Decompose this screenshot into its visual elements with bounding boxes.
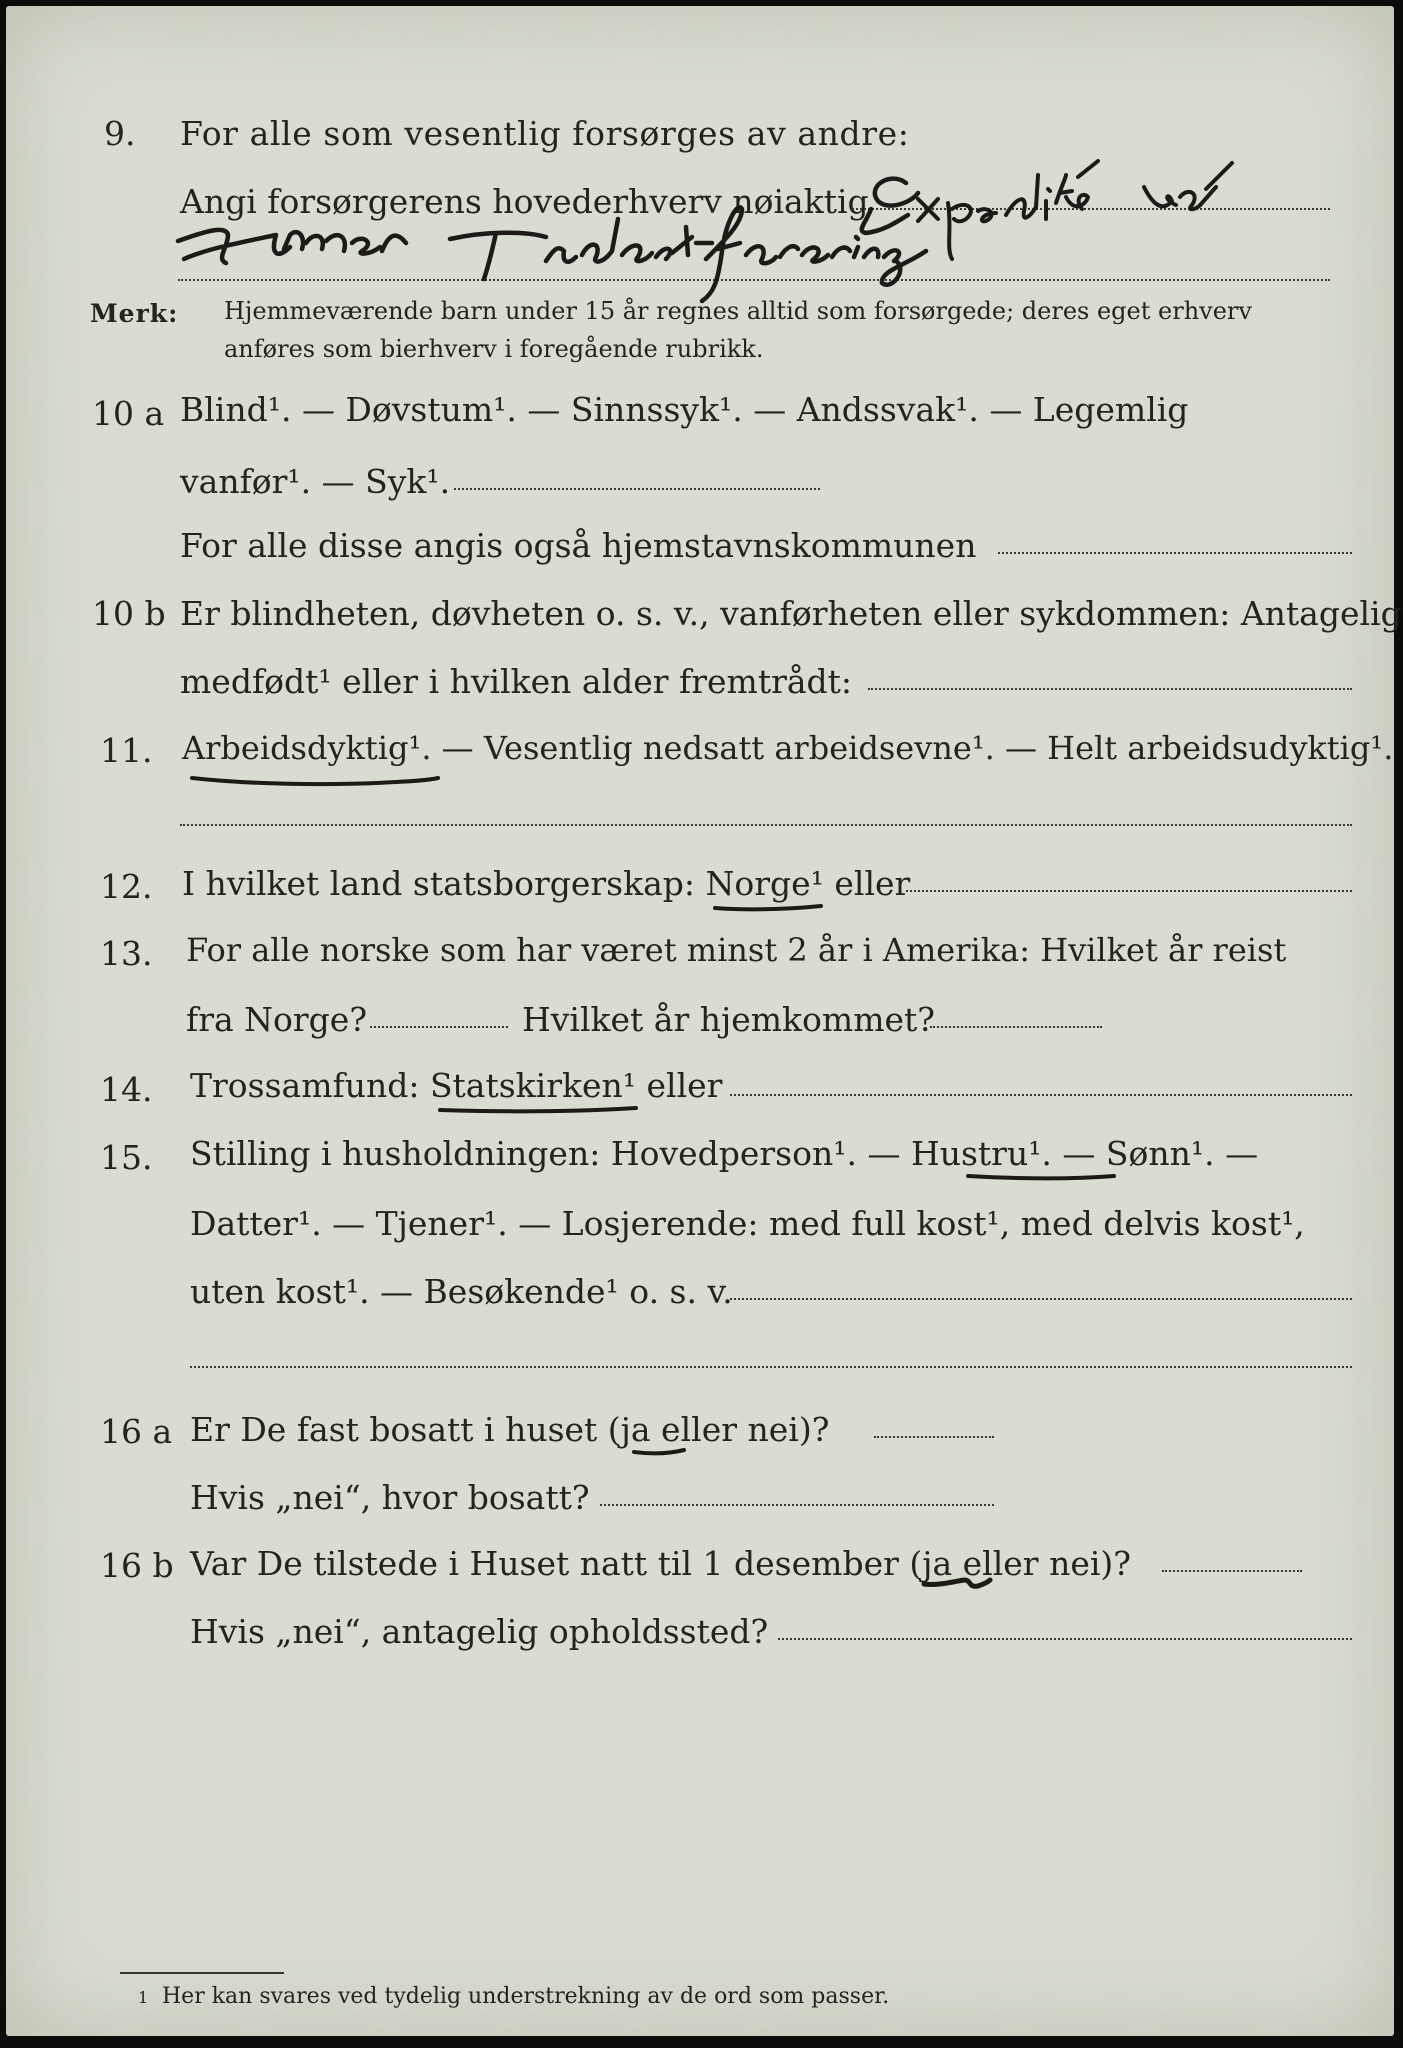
q16b-underline-mark xyxy=(918,1568,998,1598)
q10b-line2: medfødt¹ eller i hvilken alder fremtrådt: xyxy=(180,662,853,701)
q11-underline-mark xyxy=(186,766,446,796)
q16a-number: 16 a xyxy=(100,1412,173,1451)
q10a-line3: For alle disse angis også hjemstavnskommunen xyxy=(180,526,977,565)
q16a-answer-line-1 xyxy=(874,1436,994,1438)
q16b-line2: Hvis „nei“, antagelig opholdssted? xyxy=(190,1612,769,1651)
merk-line2: anføres som bierhverv i foregående rubrikk. xyxy=(224,335,764,363)
q12-number: 12. xyxy=(100,867,153,906)
q9-line1: For alle som vesentlig forsørges av andre: xyxy=(180,114,910,153)
q12-answer-line xyxy=(906,890,1352,892)
q14-line1: Trossamfund: Statskirken¹ eller xyxy=(190,1066,723,1105)
merk-label: Merk: xyxy=(90,299,179,328)
footnote-mark: 1 xyxy=(138,1988,149,2007)
q12-line1: I hvilket land statsborgerskap: Norge¹ eller xyxy=(182,864,911,903)
census-form-page xyxy=(6,6,1402,2036)
footnote-text: Her kan svares ved tydelig understrekning av de ord som passer. xyxy=(162,1984,890,2009)
q9-line2: Angi forsørgerens hovederhverv nøiaktig xyxy=(180,182,869,221)
q14-underline-mark xyxy=(436,1098,646,1122)
q16a-underline-mark xyxy=(630,1440,690,1464)
q9-handwritten-answer xyxy=(166,131,1386,306)
q10a-line1: Blind¹. — Døvstum¹. — Sinnssyk¹. — Andssvak¹. — Legemlig xyxy=(180,390,1189,429)
q11-number: 11. xyxy=(100,731,153,770)
q13-answer-line-2 xyxy=(930,1026,1102,1028)
q15-answer-line-1 xyxy=(730,1298,1352,1300)
q10a-line2: vanfør¹. — Syk¹. xyxy=(180,462,451,501)
q10a-answer-line-1 xyxy=(454,488,820,490)
q14-answer-line xyxy=(730,1094,1352,1096)
q13-line1: For alle norske som har været minst 2 år i Amerika: Hvilket år reist xyxy=(186,931,1287,969)
merk-line1: Hjemmeværende barn under 15 år regnes alltid som forsørgede; deres eget erhverv xyxy=(224,297,1252,325)
q16a-answer-line-2 xyxy=(600,1504,994,1506)
q13-line2b: Hvilket år hjemkommet? xyxy=(522,1000,935,1039)
q10b-answer-line xyxy=(868,688,1352,690)
q10b-line1: Er blindheten, døvheten o. s. v., vanførheten eller sykdommen: Antagelig xyxy=(180,594,1402,633)
q15-line1: Stilling i husholdningen: Hovedperson¹. — Hustru¹. — Sønn¹. — xyxy=(190,1134,1259,1173)
q16b-answer-line-1 xyxy=(1162,1570,1302,1572)
q9-number: 9. xyxy=(104,114,136,153)
q12-underline-mark xyxy=(711,896,831,920)
q13-answer-line-1 xyxy=(370,1026,508,1028)
q15-line3: uten kost¹. — Besøkende¹ o. s. v. xyxy=(190,1272,733,1311)
q15-underline-mark xyxy=(964,1164,1124,1190)
q13-line2a: fra Norge? xyxy=(186,1000,368,1039)
q16b-answer-line-2 xyxy=(778,1638,1352,1640)
q11-line1: Arbeidsdyktig¹. — Vesentlig nedsatt arbeidsevne¹. — Helt arbeidsudyktig¹. xyxy=(182,729,1394,767)
q15-line2: Datter¹. — Tjener¹. — Losjerende: med full kost¹, med delvis kost¹, xyxy=(190,1204,1305,1243)
q15-number: 15. xyxy=(100,1138,153,1177)
q16b-number: 16 b xyxy=(100,1546,174,1585)
footnote-rule xyxy=(120,1972,284,1974)
q15-answer-line-2 xyxy=(190,1366,1352,1368)
q13-number: 13. xyxy=(100,934,153,973)
q10a-answer-line-2 xyxy=(998,552,1352,554)
q16a-line1: Er De fast bosatt i huset (ja eller nei)? xyxy=(190,1410,830,1449)
q16b-line1: Var De tilstede i Huset natt til 1 desember (ja eller nei)? xyxy=(190,1544,1131,1583)
q10a-number: 10 a xyxy=(92,394,165,433)
q14-number: 14. xyxy=(100,1070,153,1109)
q11-answer-line xyxy=(180,824,1352,826)
q16a-line2: Hvis „nei“, hvor bosatt? xyxy=(190,1478,590,1517)
q10b-number: 10 b xyxy=(92,594,166,633)
